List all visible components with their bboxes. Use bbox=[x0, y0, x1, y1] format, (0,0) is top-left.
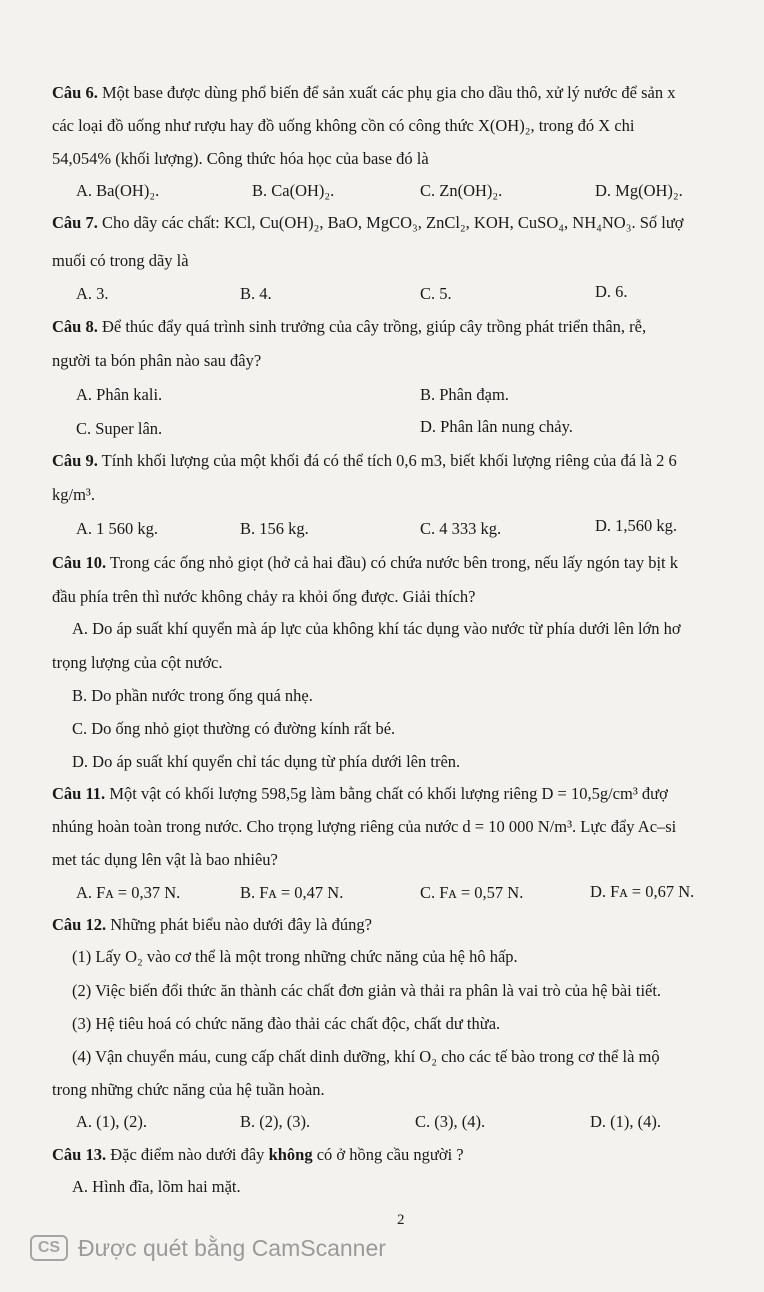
q6-line1: Câu 6. Một base được dùng phổ biến để sản xuất các phụ gia cho dầu thô, xử lý nước để sản x bbox=[52, 83, 676, 102]
q9-option-b: B. 156 kg. bbox=[240, 519, 309, 538]
q10-line2: đầu phía trên thì nước không chảy ra khỏi ống được. Giải thích? bbox=[52, 587, 476, 606]
q8-option-d: D. Phân lân nung chảy. bbox=[420, 417, 573, 436]
q13-emphasis: không bbox=[268, 1145, 313, 1164]
q8-line1: Câu 8. Để thúc đẩy quá trình sinh trưởng của cây trồng, giúp cây trồng phát triển thân, rễ, bbox=[52, 317, 647, 336]
q13-option-a: A. Hình đĩa, lõm hai mặt. bbox=[72, 1177, 241, 1196]
q12-option-a: A. (1), (2). bbox=[76, 1112, 148, 1131]
q6-option-d: D. Mg(OH)₂. bbox=[595, 181, 683, 200]
page-number: 2 bbox=[397, 1212, 405, 1228]
q6-line3: 54,054% (khối lượng). Công thức hóa học của base đó là bbox=[52, 149, 429, 168]
q9-line2: kg/m³. bbox=[52, 485, 95, 504]
q7-line1: Câu 7. Cho dãy các chất: KCl, Cu(OH)₂, BaO, MgCO₃, ZnCl₂, KOH, CuSO₄, NH₄NO₃. Số lượ bbox=[52, 213, 684, 232]
q9-option-a: A. 1 560 kg. bbox=[76, 519, 159, 538]
q8-option-c: C. Super lân. bbox=[76, 419, 163, 438]
q10-number: Câu 10. bbox=[52, 553, 107, 572]
q10-line1: Câu 10. Trong các ống nhỏ giọt (hở cả hai đầu) có chứa nước bên trong, nếu lấy ngón tay bịt k bbox=[52, 553, 679, 572]
q12-option-b: B. (2), (3). bbox=[240, 1112, 311, 1131]
q9-line1: Câu 9. Tính khối lượng của một khối đá có thể tích 0,6 m3, biết khối lượng riêng của đá là 2 6 bbox=[52, 451, 677, 470]
q6-option-a: A. Ba(OH)₂. bbox=[76, 181, 160, 200]
q6-option-c: C. Zn(OH)₂. bbox=[420, 181, 503, 200]
q6-option-b: B. Ca(OH)₂. bbox=[252, 181, 335, 200]
q7-number: Câu 7. bbox=[52, 213, 98, 232]
camscanner-watermark bbox=[30, 1233, 386, 1263]
q11-option-c: C. Fᴀ = 0,57 N. bbox=[420, 883, 524, 902]
q11-option-a: A. Fᴀ = 0,37 N. bbox=[76, 883, 181, 902]
q13-number: Câu 13. bbox=[52, 1145, 107, 1164]
q8-option-b: B. Phân đạm. bbox=[420, 385, 509, 404]
q11-line3: met tác dụng lên vật là bao nhiêu? bbox=[52, 850, 278, 869]
q12-option-c: C. (3), (4). bbox=[415, 1112, 486, 1131]
q7-line2: muối có trong dãy là bbox=[52, 251, 189, 270]
q12-statement-4-line2: trong những chức năng của hệ tuần hoàn. bbox=[52, 1080, 325, 1099]
q10-option-b: B. Do phần nước trong ống quá nhẹ. bbox=[72, 686, 313, 705]
q9-number: Câu 9. bbox=[52, 451, 98, 470]
q11-option-d: D. Fᴀ = 0,67 N. bbox=[590, 882, 695, 901]
q11-line2: nhúng hoàn toàn trong nước. Cho trọng lượng riêng của nước d = 10 000 N/m³. Lực đẩy Ac–si bbox=[52, 817, 677, 836]
q10-option-a-line2: trọng lượng của cột nước. bbox=[52, 653, 223, 672]
q12-number: Câu 12. bbox=[52, 915, 107, 934]
q10-option-d: D. Do áp suất khí quyển chỉ tác dụng từ phía dưới lên trên. bbox=[72, 752, 461, 771]
q9-option-c: C. 4 333 kg. bbox=[420, 519, 502, 538]
q10-option-a-line1: A. Do áp suất khí quyển mà áp lực của không khí tác dụng vào nước từ phía dưới lên lớn hơ bbox=[72, 619, 681, 638]
q13-line1: Câu 13. Đặc điểm nào dưới đây không có ở hồng cầu người ? bbox=[52, 1145, 464, 1164]
camscanner-text: Được quét bằng CamScanner bbox=[78, 1234, 386, 1261]
q8-line2: người ta bón phân nào sau đây? bbox=[52, 351, 262, 370]
q7-option-b: B. 4. bbox=[240, 284, 272, 303]
q7-option-d: D. 6. bbox=[595, 282, 628, 301]
q12-statement-2: (2) Việc biến đổi thức ăn thành các chất đơn giản và thải ra phân là vai trò của hệ bài tiết. bbox=[72, 981, 662, 1000]
q12-statement-1: (1) Lấy O₂ vào cơ thể là một trong những chức năng của hệ hô hấp. bbox=[72, 947, 518, 966]
q7-option-c: C. 5. bbox=[420, 284, 452, 303]
q12-line1: Câu 12. Những phát biểu nào dưới đây là đúng? bbox=[52, 915, 372, 934]
q11-option-b: B. Fᴀ = 0,47 N. bbox=[240, 883, 344, 902]
q12-statement-4-line1: (4) Vận chuyển máu, cung cấp chất dinh dưỡng, khí O₂ cho các tế bào trong cơ thể là mộ bbox=[72, 1047, 660, 1066]
camscanner-logo-icon: CS bbox=[30, 1235, 68, 1261]
q7-option-a: A. 3. bbox=[76, 284, 109, 303]
q6-number: Câu 6. bbox=[52, 83, 98, 102]
q6-line2: các loại đồ uống như rượu hay đồ uống không cồn có công thức X(OH)₂, trong đó X chi bbox=[52, 116, 635, 135]
q8-option-a: A. Phân kali. bbox=[76, 385, 163, 404]
q11-number: Câu 11. bbox=[52, 784, 106, 803]
q9-option-d: D. 1,560 kg. bbox=[595, 516, 678, 535]
q12-statement-3: (3) Hệ tiêu hoá có chức năng đào thải các chất độc, chất dư thừa. bbox=[72, 1014, 501, 1033]
q11-line1: Câu 11. Một vật có khối lượng 598,5g làm bằng chất có khối lượng riêng D = 10,5g/cm³ đượ bbox=[52, 784, 668, 803]
q10-option-c: C. Do ống nhỏ giọt thường có đường kính rất bé. bbox=[72, 719, 396, 738]
q12-option-d: D. (1), (4). bbox=[590, 1112, 662, 1131]
q8-number: Câu 8. bbox=[52, 317, 98, 336]
